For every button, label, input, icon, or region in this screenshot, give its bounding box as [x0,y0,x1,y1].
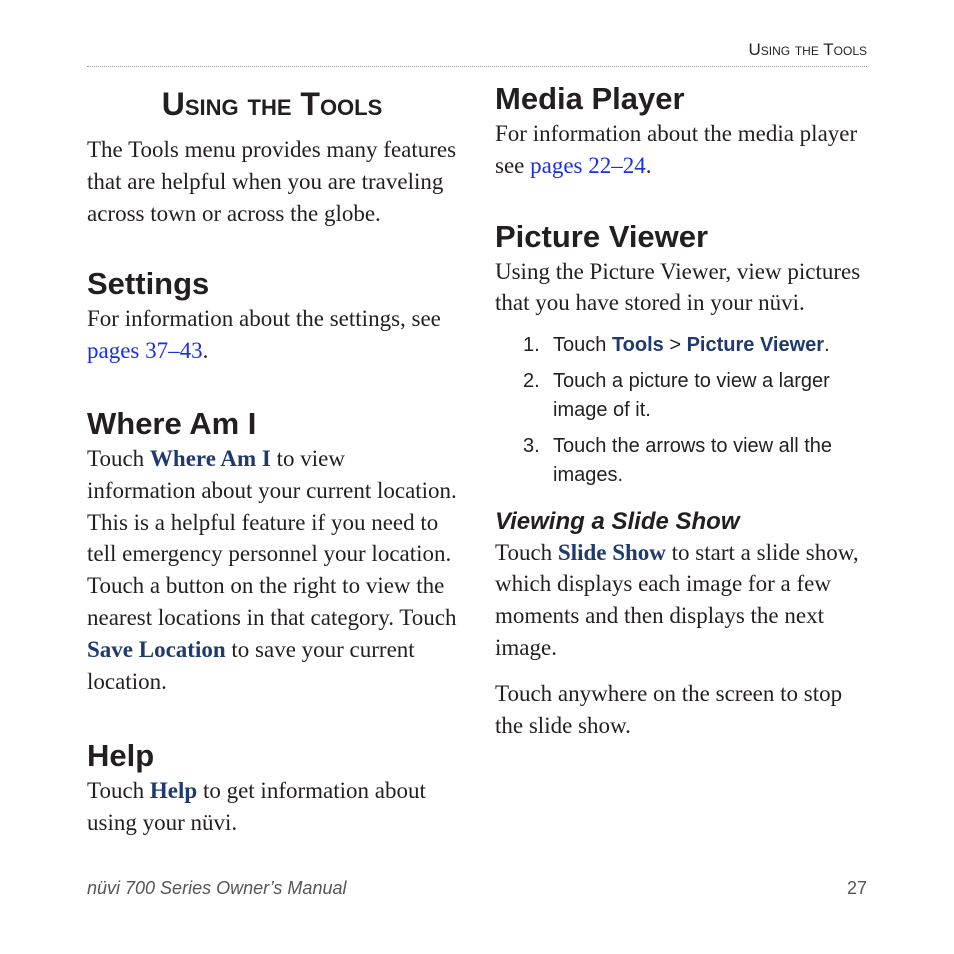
help-button-label: Help [149,778,198,804]
running-header: Using the Tools [748,40,867,59]
list-item: 3. Touch the arrows to view all the images. [523,434,833,487]
where-am-i-paragraph: Touch Where Am I to view information about your current location. This is a helpful feature if you need to tell emergency personnel your location. Touch a button on the right to view the nearest locations in that category. Touch Save Location to save your current location. [87,445,457,694]
tools-button-label: Tools [611,334,664,357]
intro-paragraph: The Tools menu provides many features that are helpful when you are traveling across town or across the globe. [87,137,457,226]
settings-pages-link[interactable]: pages 37–43 [87,338,203,364]
picture-viewer-steps [495,331,870,491]
page-title: Using the Tools [161,86,383,122]
where-am-i-button-label: Where Am I [149,445,271,471]
list-item: 1. Touch Tools > Picture Viewer. [523,334,830,357]
list-item: 2. Touch a picture to view a larger image of it. [523,369,830,422]
picture-viewer-intro: Using the Picture Viewer, view pictures that you have stored in your nüvi. [495,258,861,316]
stop-slide-show-paragraph: Touch anywhere on the screen to stop the slide show. [495,680,843,738]
slide-show-heading: Viewing a Slide Show [495,507,740,535]
settings-heading: Settings [87,266,210,302]
media-player-paragraph: For information about the media player see pages 22–24. [495,121,858,178]
left-column [87,80,457,839]
header-rule [87,66,867,67]
picture-viewer-heading: Picture Viewer [495,218,709,254]
slide-show-button-label: Slide Show [557,539,666,565]
slide-show-paragraph: Touch Slide Show to start a slide show, which displays each image for a few moments and then displays the next image. [495,539,859,661]
settings-paragraph: For information about the settings, see pages 37–43. [87,306,441,364]
help-paragraph: Touch Help to get information about using your nüvi. [87,778,426,836]
picture-viewer-button-label: Picture Viewer [686,334,825,357]
page-number: 27 [846,878,867,898]
media-player-heading: Media Player [495,81,685,116]
save-location-button-label: Save Location [87,636,226,662]
right-column [495,80,870,741]
where-am-i-heading: Where Am I [87,405,257,441]
footer-manual-title: nüvi 700 Series Owner’s Manual [87,878,347,898]
help-heading: Help [87,738,155,774]
media-player-pages-link[interactable]: pages 22–24 [530,152,646,178]
